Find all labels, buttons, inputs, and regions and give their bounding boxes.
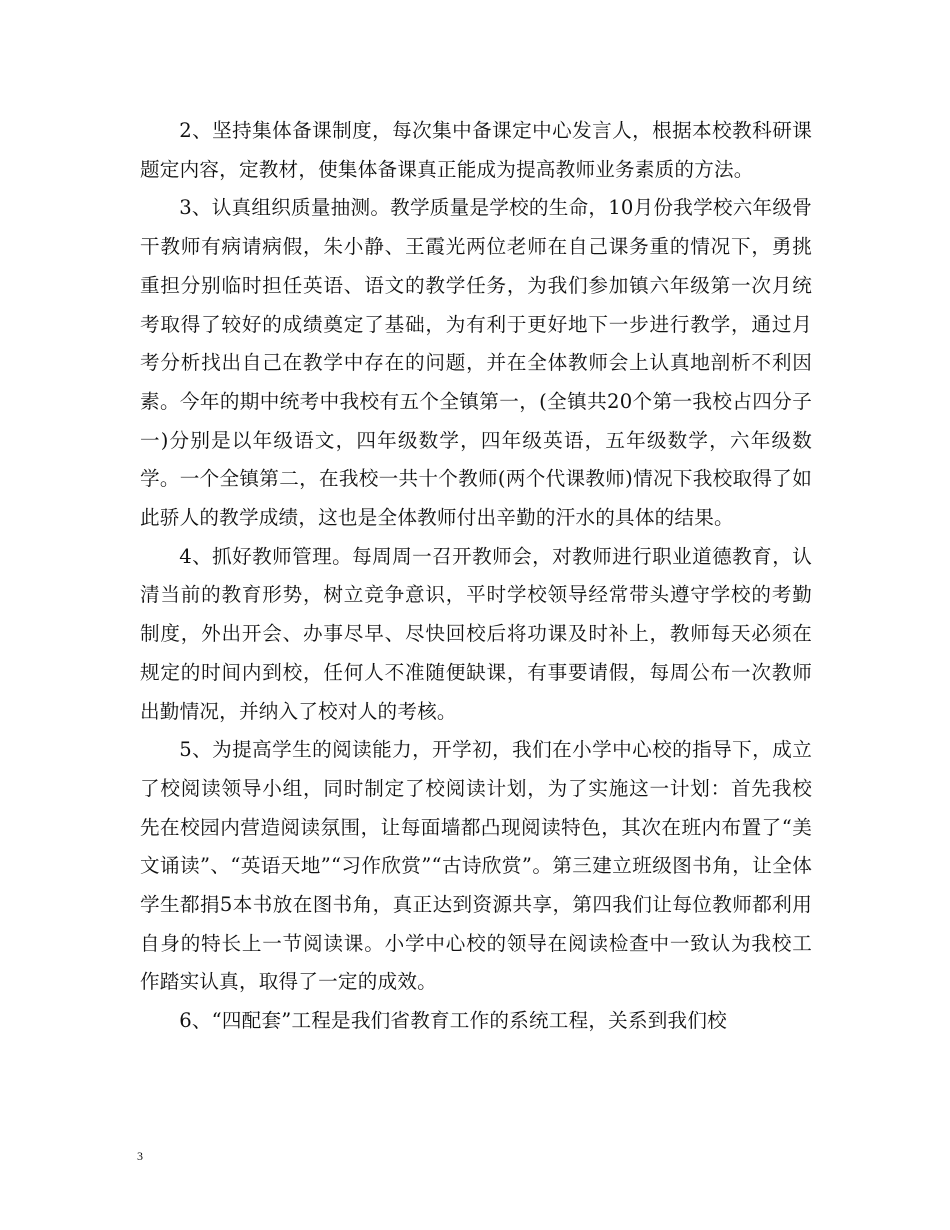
paragraph-reading-ability: 5、为提高学生的阅读能力，开学初，我们在小学中心校的指导下，成立了校阅读领导小组，同时制定了校阅读计划，为了实施这一计划：首先我校先在校园内营造阅读氛围，让每面墙都凸现阅读特色，其次在班内布置了“美文诵读”、“英语天地”“习作欣赏”“古诗欣赏”。第三建立班级图书角，让全体学生都捐5本书放在图书角，真正达到资源共享，第四我们让每位教师都利用自身的特长上一节阅读课。小学中心校的领导在阅读检查中一致认为我校工作踏实认真，取得了一定的成效。 [140,738,812,994]
paragraph-collective-lesson-prep: 2、坚持集体备课制度，每次集中备课定中心发言人，根据本校教科研课题定内容，定教材，使集体备课真正能成为提高教师业务素质的方法。 [140,119,812,181]
document-body [140,112,812,1041]
paragraph-teacher-management: 4、抓好教师管理。每周周一召开教师会，对教师进行职业道德教育，认清当前的教育形势，树立竞争意识，平时学校领导经常带头遵守学校的考勤制度，外出开会、办事尽早、尽快回校后将功课及时补上，教师每天必须在规定的时间内到校，任何人不准随便缺课，有事要请假，每周公布一次教师出勤情况，并纳入了校对人的考核。 [140,544,812,723]
paragraph-quality-testing: 3、认真组织质量抽测。教学质量是学校的生命，10月份我学校六年级骨干教师有病请病假，朱小静、王霞光两位老师在自己课务重的情况下，勇挑重担分别临时担任英语、语文的教学任务，为我们参加镇六年级第一次月统考取得了较好的成绩奠定了基础，为有利于更好地下一步进行教学，通过月考分析找出自己在教学中存在的问题，并在全体教师会上认真地剖析不利因素。今年的期中统考中我校有五个全镇第一，(全镇共20个第一我校占四分子一)分别是以年级语文，四年级数学，四年级英语，五年级数学，六年级数学。一个全镇第二，在我校一共十个教师(两个代课教师)情况下我校取得了如此骄人的教学成绩，这也是全体教师付出辛勤的汗水的具体的结果。 [140,196,812,530]
paragraph-four-supporting-project: 6、“四配套”工程是我们省教育工作的系统工程，关系到我们校 [179,1009,727,1033]
page-number: 3 [137,1149,143,1163]
